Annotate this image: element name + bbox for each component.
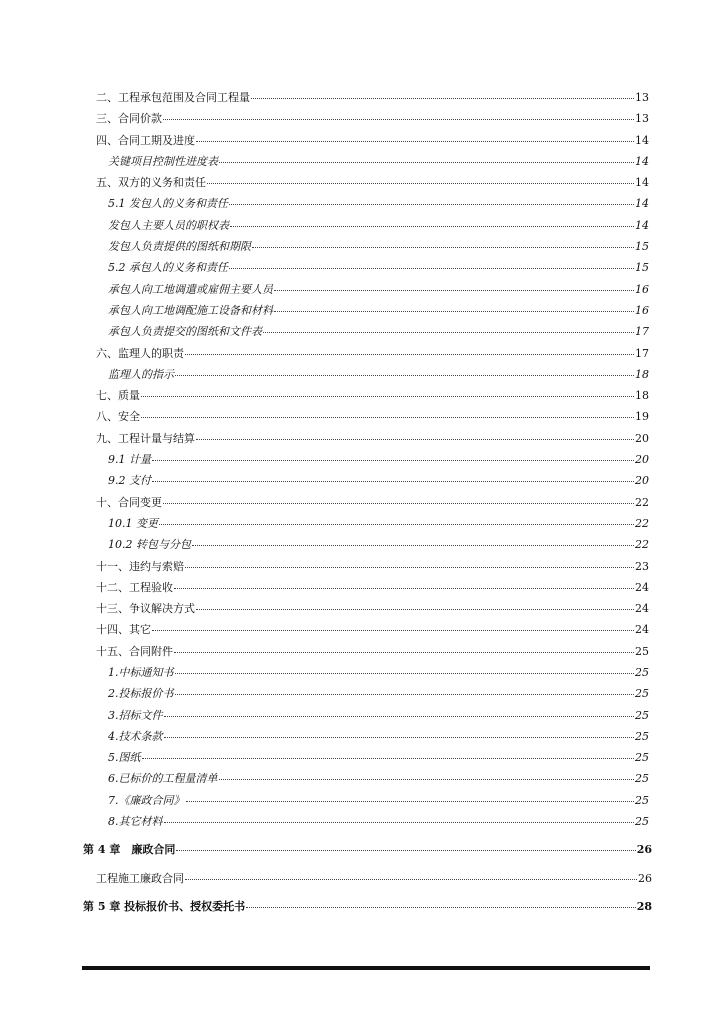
toc-entry-title: 七、质量: [96, 389, 140, 402]
toc-entry-title: 8.其它材料: [108, 815, 163, 828]
toc-entry[interactable]: [108, 325, 649, 338]
toc-entry-title: 7.《廉政合同》: [108, 794, 185, 807]
toc-entry[interactable]: [96, 347, 649, 360]
toc-entry-title: 承包人负责提交的图纸和文件表: [108, 325, 262, 338]
toc-entry-page: 25: [635, 794, 649, 807]
footer-rule: [82, 966, 650, 970]
toc-entry-page: 25: [635, 687, 649, 700]
dot-leader: [163, 503, 634, 504]
toc-entry-title: 十、合同变更: [96, 496, 162, 509]
dot-leader: [230, 226, 634, 227]
dot-leader: [174, 652, 634, 653]
toc-entry-title: 1.中标通知书: [108, 666, 174, 679]
toc-entry-page: 25: [635, 772, 649, 785]
toc-entry-title: 第 4 章 廉政合同: [83, 843, 176, 856]
toc-entry-page: 24: [635, 623, 649, 636]
toc-entry-page: 20: [635, 474, 649, 487]
dot-leader: [251, 98, 634, 99]
toc-entry-title: 5.1 发包人的义务和责任: [108, 197, 228, 210]
dot-leader: [163, 119, 634, 120]
toc-entry[interactable]: [96, 134, 649, 147]
toc-entry[interactable]: [96, 602, 649, 615]
toc-entry[interactable]: [96, 560, 649, 573]
toc-entry-title: 五、双方的义务和责任: [96, 176, 206, 189]
toc-entry-page: 17: [635, 347, 649, 360]
toc-entry-title: 二、工程承包范围及合同工程量: [96, 91, 250, 104]
toc-entry[interactable]: [108, 261, 649, 274]
toc-entry[interactable]: [108, 453, 649, 466]
dot-leader: [185, 567, 634, 568]
dot-leader: [219, 162, 634, 163]
toc-entry-title: 关键项目控制性进度表: [108, 155, 218, 168]
dot-leader: [141, 396, 634, 397]
dot-leader: [263, 332, 634, 333]
dot-leader: [185, 879, 637, 880]
dot-leader: [185, 354, 634, 355]
toc-entry[interactable]: [108, 772, 649, 785]
toc-entry-page: 14: [635, 176, 649, 189]
toc-entry-page: 22: [635, 538, 649, 551]
toc-entry-page: 15: [635, 240, 649, 253]
dot-leader: [246, 907, 636, 908]
toc-entry[interactable]: [108, 730, 649, 743]
dot-leader: [164, 822, 635, 823]
toc-entry-page: 28: [636, 900, 652, 913]
toc-entry[interactable]: [108, 709, 649, 722]
dot-leader: [164, 716, 635, 717]
toc-entry[interactable]: [108, 815, 649, 828]
toc-entry[interactable]: [108, 474, 649, 487]
dot-leader: [175, 673, 635, 674]
dot-leader: [159, 524, 634, 525]
toc-entry-title: 5.图纸: [108, 751, 141, 764]
toc-entry-page: 20: [635, 432, 649, 445]
dot-leader: [141, 417, 634, 418]
toc-entry-title: 承包人向工地调遣或雇佣主要人员: [108, 283, 273, 296]
toc-entry[interactable]: [108, 197, 649, 210]
toc-entry-page: 14: [635, 219, 649, 232]
toc-entry[interactable]: [96, 496, 649, 509]
dot-leader: [152, 481, 634, 482]
toc-entry-page: 16: [635, 304, 649, 317]
toc-entry-page: 25: [635, 751, 649, 764]
toc-entry[interactable]: [96, 389, 649, 402]
toc-entry-title: 四、合同工期及进度: [96, 134, 195, 147]
toc-entry-title: 九、工程计量与结算: [96, 432, 195, 445]
dot-leader: [192, 545, 634, 546]
toc-entry-page: 23: [635, 560, 649, 573]
dot-leader: [229, 268, 634, 269]
toc-entry-page: 14: [635, 197, 649, 210]
toc-entry-title: 承包人向工地调配施工设备和材料: [108, 304, 273, 317]
toc-entry-title: 6.已标价的工程量清单: [108, 772, 218, 785]
toc-chapter-entry[interactable]: [83, 843, 652, 856]
toc-entry[interactable]: [108, 368, 649, 381]
toc-entry[interactable]: [108, 517, 649, 530]
dot-leader: [142, 758, 635, 759]
toc-entry-page: 13: [635, 91, 649, 104]
toc-chapter-entry[interactable]: [83, 900, 652, 913]
dot-leader: [152, 460, 634, 461]
toc-entry-title: 十三、争议解决方式: [96, 602, 195, 615]
toc-entry-page: 22: [635, 517, 649, 530]
toc-entry-title: 发包人负责提供的图纸和期限: [108, 240, 251, 253]
toc-entry-page: 16: [635, 283, 649, 296]
toc-entry-title: 工程施工廉政合同: [96, 872, 184, 885]
dot-leader: [174, 588, 634, 589]
toc-entry-title: 10.2 转包与分包: [108, 538, 191, 551]
toc-entry-page: 19: [635, 410, 649, 423]
toc-entry-page: 20: [635, 453, 649, 466]
toc-entry-title: 5.2 承包人的义务和责任: [108, 261, 228, 274]
toc-entry-page: 14: [635, 155, 649, 168]
toc-entry[interactable]: [96, 91, 649, 104]
toc-entry[interactable]: [108, 304, 649, 317]
dot-leader: [274, 290, 634, 291]
dot-leader: [196, 141, 634, 142]
toc-entry-page: 25: [635, 730, 649, 743]
toc-entry[interactable]: [96, 581, 649, 594]
toc-entry-page: 13: [635, 112, 649, 125]
toc-entry[interactable]: [108, 687, 649, 700]
dot-leader: [207, 183, 634, 184]
toc-entry[interactable]: [108, 155, 649, 168]
toc-entry[interactable]: [96, 645, 649, 658]
toc-entry[interactable]: [96, 432, 649, 445]
dot-leader: [229, 204, 634, 205]
toc-entry-title: 十一、违约与索赔: [96, 560, 184, 573]
toc-entry-page: 24: [635, 602, 649, 615]
toc-entry-page: 17: [635, 325, 649, 338]
toc-entry[interactable]: [96, 410, 649, 423]
toc-entry-page: 14: [635, 134, 649, 147]
dot-leader: [252, 247, 634, 248]
toc-entry[interactable]: [108, 794, 649, 807]
toc-entry-page: 22: [635, 496, 649, 509]
toc-entry[interactable]: [108, 751, 649, 764]
toc-entry-title: 9.2 支付: [108, 474, 151, 487]
toc-entry-page: 26: [636, 843, 652, 856]
toc-entry-page: 18: [635, 389, 649, 402]
dot-leader: [196, 439, 634, 440]
toc-entry-title: 十四、其它: [96, 623, 151, 636]
toc-entry[interactable]: [108, 240, 649, 253]
toc-entry[interactable]: [96, 112, 649, 125]
toc-entry-page: 25: [635, 815, 649, 828]
toc-entry-title: 9.1 计量: [108, 453, 151, 466]
toc-entry-page: 25: [635, 666, 649, 679]
toc-entry-title: 八、安全: [96, 410, 140, 423]
dot-leader: [152, 630, 634, 631]
toc-entry[interactable]: [108, 538, 649, 551]
dot-leader: [164, 737, 635, 738]
toc-entry[interactable]: [96, 176, 649, 189]
toc-entry-page: 25: [635, 645, 649, 658]
dot-leader: [176, 850, 635, 851]
dot-leader: [219, 779, 635, 780]
dot-leader: [196, 609, 634, 610]
toc-entry-title: 10.1 变更: [108, 517, 158, 530]
dot-leader: [274, 311, 634, 312]
toc-entry[interactable]: [96, 872, 652, 885]
toc-entry-page: 15: [635, 261, 649, 274]
toc-entry-title: 4.技术条款: [108, 730, 163, 743]
toc-entry-title: 2.投标报价书: [108, 687, 174, 700]
toc-entry-title: 十二、工程验收: [96, 581, 173, 594]
toc-entry-title: 第 5 章 投标报价书、授权委托书: [83, 900, 246, 913]
toc-entry[interactable]: [108, 283, 649, 296]
toc-entry-title: 十五、合同附件: [96, 645, 173, 658]
dot-leader: [186, 801, 635, 802]
toc-entry-title: 三、合同价款: [96, 112, 162, 125]
toc-entry[interactable]: [108, 666, 649, 679]
toc-entry-title: 发包人主要人员的职权表: [108, 219, 229, 232]
toc-entry-page: 25: [635, 709, 649, 722]
toc-entry-title: 六、监理人的职责: [96, 347, 184, 360]
dot-leader: [175, 694, 635, 695]
toc-entry-page: 26: [638, 872, 652, 885]
toc-entry-title: 监理人的指示: [108, 368, 174, 381]
toc-entry[interactable]: [108, 219, 649, 232]
toc-entry-page: 24: [635, 581, 649, 594]
dot-leader: [175, 375, 634, 376]
toc-entry[interactable]: [96, 623, 649, 636]
toc-entry-page: 18: [635, 368, 649, 381]
toc-entry-title: 3.招标文件: [108, 709, 163, 722]
